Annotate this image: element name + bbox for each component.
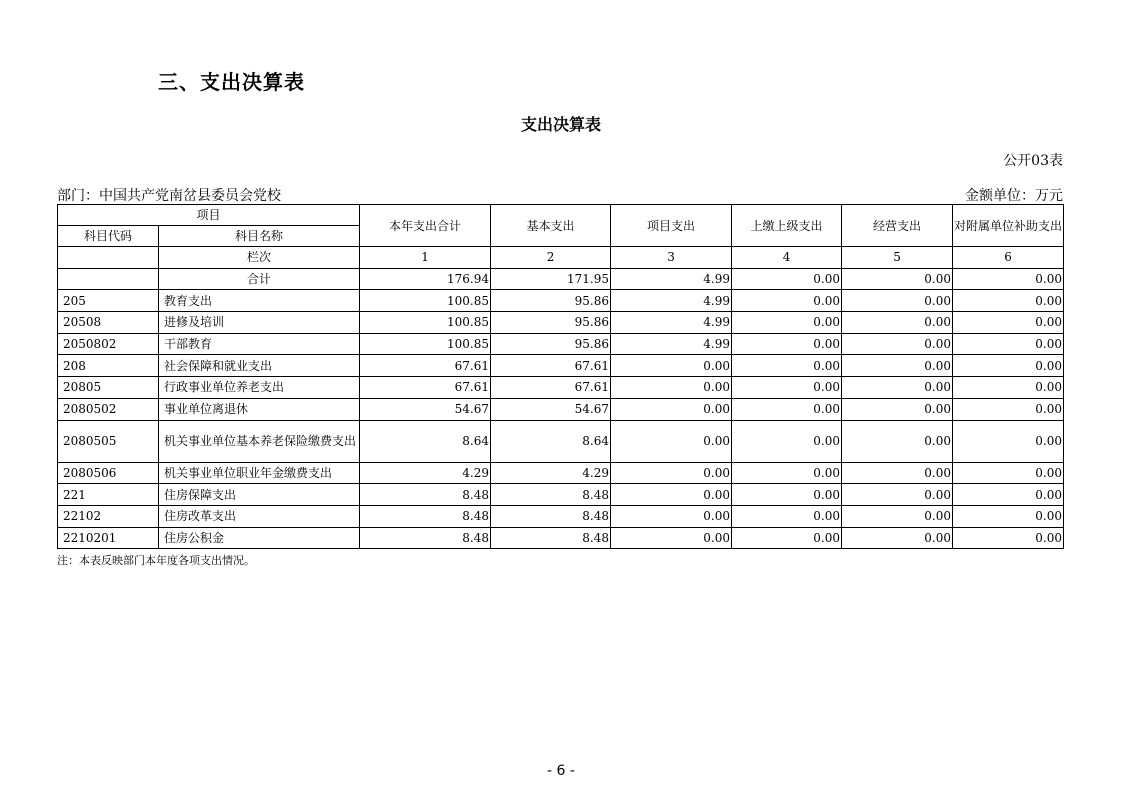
subject-name: 事业单位离退休 (159, 398, 360, 420)
subject-name: 机关事业单位基本养老保险缴费支出 (159, 420, 360, 462)
subject-name: 住房改革支出 (159, 505, 360, 527)
header-upper: 上缴上级支出 (732, 205, 842, 247)
subject-name: 住房保障支出 (159, 484, 360, 506)
sum-value: 171.95 (491, 268, 611, 290)
amount-cell: 0.00 (842, 333, 953, 355)
table-row (58, 290, 1064, 312)
subject-name: 干部教育 (159, 333, 360, 355)
header-basic: 基本支出 (491, 205, 611, 247)
amount-cell: 95.86 (491, 333, 611, 355)
amount-cell: 0.00 (953, 355, 1064, 377)
table-row (58, 377, 1064, 399)
subject-code: 221 (58, 484, 159, 506)
subject-name: 行政事业单位养老支出 (159, 377, 360, 399)
table-row (58, 505, 1064, 527)
sum-value: 4.99 (611, 268, 732, 290)
amount-cell: 0.00 (953, 312, 1064, 334)
amount-cell: 8.48 (360, 484, 491, 506)
sum-value: 0.00 (732, 268, 842, 290)
section-title: 三、支出决算表 (158, 70, 305, 94)
table-row (58, 398, 1064, 420)
amount-cell: 67.61 (360, 377, 491, 399)
amount-cell: 4.99 (611, 312, 732, 334)
expenditure-table (57, 204, 1064, 549)
header-name: 科目名称 (159, 226, 360, 247)
amount-cell: 67.61 (360, 355, 491, 377)
sum-value: 0.00 (842, 268, 953, 290)
amount-cell: 0.00 (611, 505, 732, 527)
amount-cell: 0.00 (732, 398, 842, 420)
col-num: 6 (953, 247, 1064, 269)
amount-cell: 4.29 (491, 462, 611, 484)
amount-cell: 0.00 (953, 333, 1064, 355)
amount-cell: 0.00 (611, 527, 732, 549)
subject-name: 住房公积金 (159, 527, 360, 549)
subject-code: 2210201 (58, 527, 159, 549)
subject-code: 22102 (58, 505, 159, 527)
page-number: - 6 - (547, 763, 575, 779)
amount-cell: 0.00 (732, 505, 842, 527)
amount-cell: 67.61 (491, 377, 611, 399)
amount-cell: 0.00 (953, 398, 1064, 420)
amount-cell: 8.64 (360, 420, 491, 462)
amount-cell: 0.00 (842, 377, 953, 399)
amount-cell: 0.00 (842, 505, 953, 527)
col-num: 1 (360, 247, 491, 269)
amount-cell: 0.00 (732, 377, 842, 399)
subject-code: 205 (58, 290, 159, 312)
subject-code: 2080506 (58, 462, 159, 484)
amount-cell: 0.00 (842, 312, 953, 334)
amount-cell: 0.00 (611, 377, 732, 399)
amount-cell: 95.86 (491, 290, 611, 312)
subject-name: 进修及培训 (159, 312, 360, 334)
amount-cell: 0.00 (842, 355, 953, 377)
amount-cell: 100.85 (360, 312, 491, 334)
subject-name: 社会保障和就业支出 (159, 355, 360, 377)
amount-cell: 0.00 (842, 290, 953, 312)
subject-code: 20805 (58, 377, 159, 399)
amount-cell: 100.85 (360, 333, 491, 355)
col-num: 2 (491, 247, 611, 269)
amount-cell: 0.00 (732, 290, 842, 312)
amount-cell: 0.00 (611, 484, 732, 506)
table-note: 注：本表反映部门本年度各项支出情况。 (57, 554, 255, 567)
header-total: 本年支出合计 (360, 205, 491, 247)
amount-cell: 0.00 (611, 398, 732, 420)
amount-cell: 54.67 (360, 398, 491, 420)
amount-cell: 0.00 (611, 462, 732, 484)
col-num: 3 (611, 247, 732, 269)
col-num: 5 (842, 247, 953, 269)
subject-code: 2080505 (58, 420, 159, 462)
header-code: 科目代码 (58, 226, 159, 247)
amount-cell: 0.00 (732, 355, 842, 377)
amount-cell: 4.29 (360, 462, 491, 484)
table-row (58, 355, 1064, 377)
amount-cell: 0.00 (842, 484, 953, 506)
sum-label: 合计 (159, 268, 360, 290)
amount-cell: 0.00 (953, 527, 1064, 549)
header-row-1 (58, 205, 1064, 226)
subject-name: 机关事业单位职业年金缴费支出 (159, 462, 360, 484)
amount-cell: 0.00 (953, 420, 1064, 462)
amount-cell: 0.00 (953, 505, 1064, 527)
amount-cell: 8.48 (491, 505, 611, 527)
table-row (58, 333, 1064, 355)
amount-cell: 54.67 (491, 398, 611, 420)
amount-cell: 8.64 (491, 420, 611, 462)
amount-cell: 95.86 (491, 312, 611, 334)
col-num: 4 (732, 247, 842, 269)
amount-cell: 0.00 (732, 484, 842, 506)
amount-cell: 0.00 (732, 312, 842, 334)
amount-cell: 0.00 (842, 420, 953, 462)
amount-cell: 0.00 (953, 462, 1064, 484)
amount-unit-label: 金额单位：万元 (965, 188, 1063, 204)
table-row (58, 420, 1064, 462)
amount-cell: 0.00 (732, 527, 842, 549)
table-row (58, 484, 1064, 506)
amount-cell: 67.61 (491, 355, 611, 377)
sum-value: 0.00 (953, 268, 1064, 290)
subject-code: 2080502 (58, 398, 159, 420)
row-label: 栏次 (159, 247, 360, 269)
amount-cell: 8.48 (360, 527, 491, 549)
amount-cell: 8.48 (491, 484, 611, 506)
sum-value: 176.94 (360, 268, 491, 290)
amount-cell: 0.00 (953, 484, 1064, 506)
amount-cell: 0.00 (611, 355, 732, 377)
header-project: 项目支出 (611, 205, 732, 247)
table-row (58, 462, 1064, 484)
amount-cell: 0.00 (953, 377, 1064, 399)
amount-cell: 0.00 (732, 333, 842, 355)
amount-cell: 0.00 (953, 290, 1064, 312)
sum-blank (58, 268, 159, 290)
amount-cell: 0.00 (842, 462, 953, 484)
form-code: 公开03表 (1003, 153, 1063, 169)
table-row (58, 312, 1064, 334)
amount-cell: 0.00 (611, 420, 732, 462)
subject-code: 208 (58, 355, 159, 377)
subject-code: 20508 (58, 312, 159, 334)
header-business: 经营支出 (842, 205, 953, 247)
table-row (58, 527, 1064, 549)
subject-name: 教育支出 (159, 290, 360, 312)
header-subsidy: 对附属单位补助支出 (953, 205, 1064, 247)
header-item: 项目 (58, 205, 360, 226)
amount-cell: 4.99 (611, 290, 732, 312)
amount-cell: 8.48 (491, 527, 611, 549)
department-label: 部门：中国共产党南岔县委员会党校 (57, 188, 281, 204)
amount-cell: 8.48 (360, 505, 491, 527)
amount-cell: 0.00 (732, 462, 842, 484)
column-number-row (58, 247, 1064, 269)
amount-cell: 0.00 (842, 398, 953, 420)
table-title: 支出决算表 (520, 115, 601, 134)
column-number-blank (58, 247, 159, 269)
amount-cell: 0.00 (842, 527, 953, 549)
subject-code: 2050802 (58, 333, 159, 355)
amount-cell: 0.00 (732, 420, 842, 462)
amount-cell: 4.99 (611, 333, 732, 355)
amount-cell: 100.85 (360, 290, 491, 312)
sum-row (58, 268, 1064, 290)
